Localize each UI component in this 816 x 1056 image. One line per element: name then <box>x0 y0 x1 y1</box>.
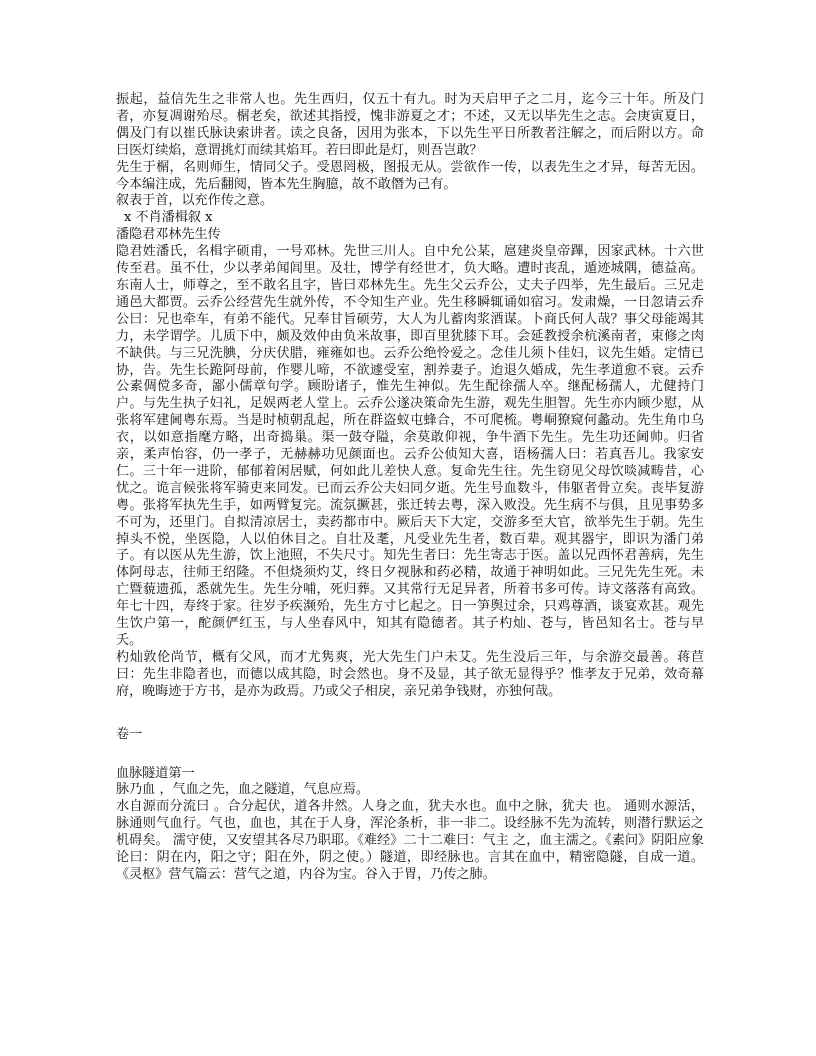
preface-paragraph-1: 振起，益信先生之非常人也。先生西归，仅五十有九。时为天启甲子之二月，迄今三十年。所及门者，亦复凋谢殆尽。榍老矣，欲述其指授，愧非游夏之才；不述，又无以毕先生之志。会庚寅夏日，偶及门有以崔氏脉诀索讲者。读之良备，因用为张本，下以先生平日所教者注解之，而后附以方。命曰医灯续焰，意谓挑灯而续其焰耳。若曰即此是灯，则吾岂敢？ <box>116 92 704 158</box>
biography-paragraph-2: 杓灿敦伦尚节，概有父风，而才尤隽爽，光大先生门户未艾。先生没后三年，与余游交最善。蒋苣曰：先生非隐者也，而德以成其隐，时会然也。身不及显，其子欲无显得乎？惟孝友于兄弟，效奇幕府，晚晦迹于方书，是亦为政焉。乃或父子相戾，亲兄弟争钱财，亦独何哉。 <box>116 649 704 699</box>
document-page <box>116 92 704 884</box>
biography-title: 潘隐君邓林先生传 <box>116 227 221 243</box>
chapter-verse: 脉乃血 ，气血之先，血之隧道，气息应焉。 <box>116 782 369 798</box>
chapter-paragraph-1: 水自源而分流曰 。合分起伏，道各井然。人身之血，犹夫水也。血中之脉，犹夫 也。 通则水源活，脉通则气血行。气也，血也，其在于人身，浑沦条析，非一非二。设经脉不先为流转，则潜行默运之机碍矣。 濡守使，又安望其各尽乃职耶。《难经》二十二难曰：气主 之，血主濡之。《素问》阴阳应象论曰：阴在内，阳之守；阳在外，阴之使。）隧道，即经脉也。言其在血中，精密隐隧，自成一道。《灵枢》营气篇云：营气之道，内谷为宝。谷入于胃，乃传之肺。 <box>116 799 704 882</box>
section-spacer <box>116 701 704 727</box>
section-spacer <box>116 744 704 766</box>
preface-signature: x 不肖潘楫叙 x <box>124 210 213 226</box>
preface-paragraph-2: 先生于榍，名则师生，情同父子。受恩罔极，图报无从。尝欲作一传，以表先生之才异，每苦无因。今本编注成，先后翻阅，皆本先生胸臆，故不敢僭为己有。 <box>116 159 704 192</box>
volume-label: 卷一 <box>116 726 143 742</box>
biography-paragraph-1: 隐君姓潘氏，名楫字硕甫，一号邓林。先世三川人。自中允公某，扈建炎皇帝蹕，因家武林。十六世传至君。虽不仕，少以孝弟闻闾里。及壮，博学有经世才，负大略。遭时丧乱，遁迹城隅，德益高。东南人士，师尊之，至不敢名且字，皆曰邓林先生。先生父云乔公，丈夫子四举，先生最后。三兄走通邑大都贾。云乔公经营先生就外传，不令知生产业。先生移瞬辄诵如宿习。发肃燥，一日忽请云乔公曰：兄也牵车，有弟不能代。兄奉甘旨硕劳，大人为儿蓄肉浆酒谋。卜商氏何人哉？事父母能竭其力，未学谓学。儿质下中，颇及效仲由负米故事，即百里犹膝下耳。会延教授余杭溪南者，束修之肉不缺供。与三兄洗腆，分庆伏腊，雍雍如也。云乔公绝怜爱之。念佳儿须卜佳妇，议先生婚。定情已协，告。先生长跪阿母前，作婴儿啼，不欲遽受室，割养妻子。迨退久婚成，先生孝道愈不衰。云乔公素倜傥多奇，鄙小儒章句学。顾盼诸子，惟先生神似。先生配徐孺人卒。继配杨孺人，尤健持门户。与先生执子妇礼，足娱两老人堂上。云乔公遂决策命先生游，观先生胆智。先生亦内顾少慰，从张将军建阃粤东焉。当是时桢朝乱起，所在群盗蚁屯蜂合，不可爬梳。粤峒獠窥何蠡动。先生角巾乌衣，以如意指麾方略，出奇捣巢。渠一鼓夺隘，余莫敢仰视，争牛酒下先生。先生功还阃帅。归省亲，柔声怡容，仍一孝子，无赫赫功见颜面也。云乔公侦知大喜，语杨孺人曰：若真吾儿。我家安仁。三十年一进阶，郁郁着闲居赋，何如此儿差快人意。复命先生往。先生窃见父母饮啖减畴昔，心忧之。诡言候张将军骑吏来同发。已而云乔公夫妇同夕逝。先生号血数斗，伟躯者骨立矣。丧毕复游粤。张将军执先生手，如两臂复完。流氛撅甚，张迁转去粤，深入败没。先生病不与俱，且见事势多不可为，还里门。自拟清凉居士，卖药都市中。厥后天下大定，交游多至大官，欲举先生于朝。先生掉头不悦，坐医隐，人以伯休目之。自壮及耄，凡受业先生者，数百辈。观其器宇，即识为潘门弟子。有以医从先生游，饮上池照，不失尺寸。知先生者曰：先生寄志于医。盖以兄西怀君善病，先生体阿母志，往师王绍隆。不但烧须灼艾，终日夕视脉和药必精，故通于神明如此。三兄先先生死。未亡暨藐遗孤，悉就先生。先生分哺，死归葬。又其常行无足异者，所着书多可传。诗文落落有高致。年七十四，寿终于家。往岁予疾濒殆，先生方寸匕起之。日一笋舆过余，只鸡尊酒，谈宴欢甚。观先生饮户第一，酡颜俨红玉，与人坐春风中，知其有隐德者。其子杓灿、苍与，皆邑知名士。苍与早夭。 <box>116 244 704 648</box>
chapter-title: 血脉隧道第一 <box>116 765 195 781</box>
preface-paragraph-3: 叙表于首，以充作传之意。 <box>116 193 274 209</box>
